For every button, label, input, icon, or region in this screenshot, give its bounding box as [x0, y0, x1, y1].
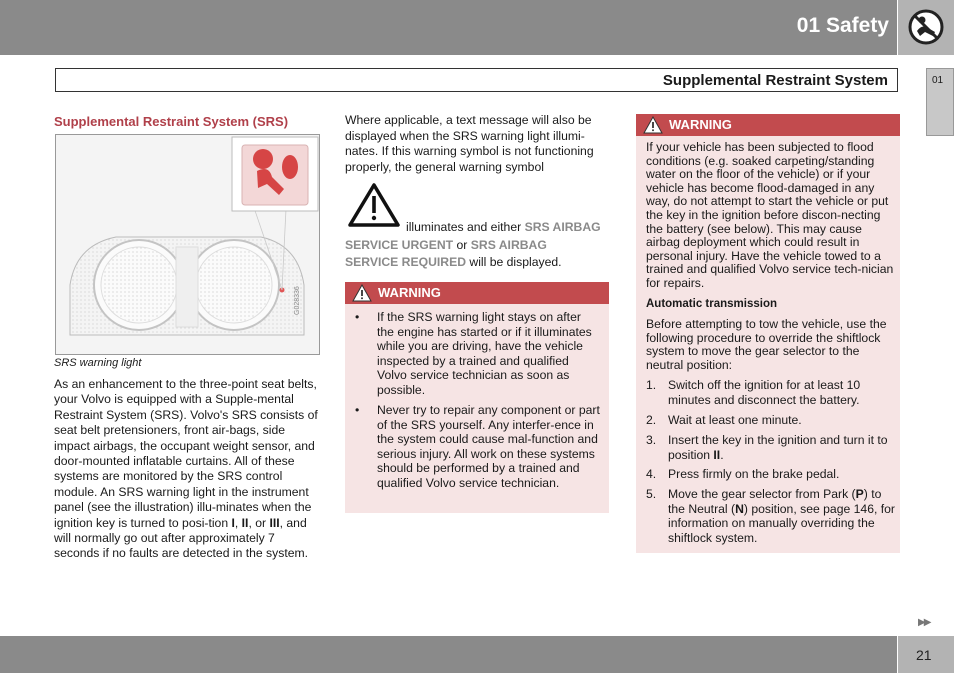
illuminates-text	[406, 220, 601, 234]
will-be-displayed: will be displayed.	[469, 254, 562, 269]
warning-triangle-icon	[352, 284, 372, 302]
next-page-arrows[interactable]: ▶▶	[918, 617, 930, 628]
message-srs-airbag-2: SRS AIRBAG	[470, 238, 547, 252]
step-text	[668, 487, 896, 546]
srs-description-paragraph	[54, 377, 322, 562]
bullet-dot: •	[355, 403, 360, 417]
section-title: Supplemental Restraint System	[662, 72, 888, 89]
text-segment: As an enhancement to the three-point seat belts, your Volvo is equipped with a Supple-mental Restraint System (SRS). Volvo's SRS consists of seat belt pretensioners, front air-bags, side impact airbags, the occupant weight sensor, and door-mounted inflatable curtains. All of these systems are monitored by the SRS control module. An SRS warning light in the instrument panel (see the illustration) illu-minates when the ignition key is turned to posi-tion	[54, 377, 318, 530]
instrument-cluster-drawing	[56, 135, 320, 355]
chapter-icon-box	[898, 0, 954, 55]
general-warning-icon	[347, 182, 401, 228]
side-tab-label: 01	[932, 75, 944, 86]
tow-step	[646, 467, 896, 482]
step-text	[668, 378, 896, 407]
text-segment: .	[720, 447, 724, 462]
page-number: 21	[916, 647, 932, 663]
illustration-caption: SRS warning light	[54, 357, 142, 369]
bullet-text: If the SRS warning light stays on after the engine has started or if it illuminates while you are driving, have the vehicle inspected by a trained and qualified Volvo service technician as soon as possible.	[377, 310, 592, 397]
chapter-title: 01 Safety	[796, 14, 889, 37]
text-segment: , or	[248, 515, 270, 530]
srs-heading: Supplemental Restraint System (SRS)	[54, 114, 289, 129]
step-text	[668, 467, 896, 482]
srs-warning-box	[345, 282, 609, 513]
step-number: 4.	[646, 467, 657, 481]
chapter-header-bar	[0, 0, 897, 55]
footer-bar	[0, 636, 897, 673]
tow-step	[646, 487, 896, 546]
warning-bullet	[355, 310, 600, 398]
no-smoking-safety-icon	[908, 9, 944, 45]
warning-header	[345, 282, 609, 304]
text-segment: ,	[234, 515, 242, 530]
bold-segment: II	[713, 447, 721, 462]
step-number: 5.	[646, 487, 657, 501]
step-number: 1.	[646, 378, 657, 392]
text-segment: Switch off the ignition for at least 10 minutes and disconnect the battery.	[668, 378, 861, 407]
warning-header	[636, 114, 900, 136]
bullet-dot: •	[355, 310, 360, 324]
illustration-code: G028336	[294, 286, 301, 315]
bullet-text: Never try to repair any component or part of the SRS yourself. Any interfer-ence in the system could cause mal-function and serious injury. All work on these systems should be performed by a trained and qualified Volvo service technician.	[377, 403, 600, 490]
instrument-panel-illustration	[55, 134, 320, 355]
text-segment: Press firmly on the brake pedal.	[668, 467, 840, 481]
bold-segment: N	[735, 501, 744, 516]
bold-segment: I	[231, 515, 235, 530]
text-segment: , and will normally go out after approximately 7 seconds if no faults are detected in the system.	[54, 515, 309, 561]
message-description	[345, 237, 613, 270]
illuminates-phrase: illuminates and either	[406, 220, 522, 234]
warning-label: WARNING	[378, 285, 441, 300]
tow-procedure-intro: Before attempting to tow the vehicle, use the following procedure to override the shiftlock system to move the gear selector to the neutral position:	[646, 317, 887, 372]
step-number: 3.	[646, 433, 657, 447]
text-segment: ) position, see page 146, for information on manually overriding the shiftlock system.	[668, 501, 895, 546]
step-text	[668, 433, 896, 462]
tow-step	[646, 378, 896, 407]
bold-segment: P	[855, 487, 864, 501]
section-title-box	[55, 68, 898, 92]
text-segment: Move the gear selector from Park (	[668, 487, 856, 501]
message-srs-airbag-1: SRS AIRBAG	[524, 220, 601, 234]
flood-warning-text: If your vehicle has been subjected to flood conditions (e.g. soaked carpeting/standing water on the floor of the vehicle) or if your vehicle has become flood-damaged in any way, do not attempt to start the vehicle or put the key in the ignition before discon-necting the battery (see below). This may cause airbag deployment which could result in personal injury. Have the vehicle towed to a trained and qualified Volvo service tech-nician for repairs.	[646, 140, 894, 290]
text-message-paragraph: Where applicable, a text message will also be displayed when the SRS warning light illumi-nates. If this warning symbol is not functioning properly, the general warning symbol	[345, 113, 594, 174]
step-number: 2.	[646, 413, 657, 427]
bold-segment: II	[241, 515, 249, 530]
text-segment: Insert the key in the ignition and turn it to position	[668, 433, 888, 462]
page-number-box	[898, 636, 954, 673]
warning-label: WARNING	[669, 117, 732, 132]
flood-warning-box	[636, 114, 900, 553]
chapter-side-tab[interactable]	[926, 68, 954, 136]
warning-triangle-icon	[643, 116, 663, 134]
bold-segment: III	[269, 515, 280, 530]
text-segment: ) to the Neutral (	[668, 487, 882, 516]
tow-step	[646, 433, 896, 462]
tow-step	[646, 413, 896, 428]
warning-bullet	[355, 403, 600, 491]
message-service-required: SERVICE REQUIRED	[345, 254, 466, 269]
text-segment: Wait at least one minute.	[668, 413, 802, 427]
automatic-transmission-heading: Automatic transmission	[646, 298, 777, 310]
step-text	[668, 413, 896, 428]
message-service-urgent: SERVICE URGENT	[345, 238, 454, 252]
or-word: or	[456, 238, 468, 252]
